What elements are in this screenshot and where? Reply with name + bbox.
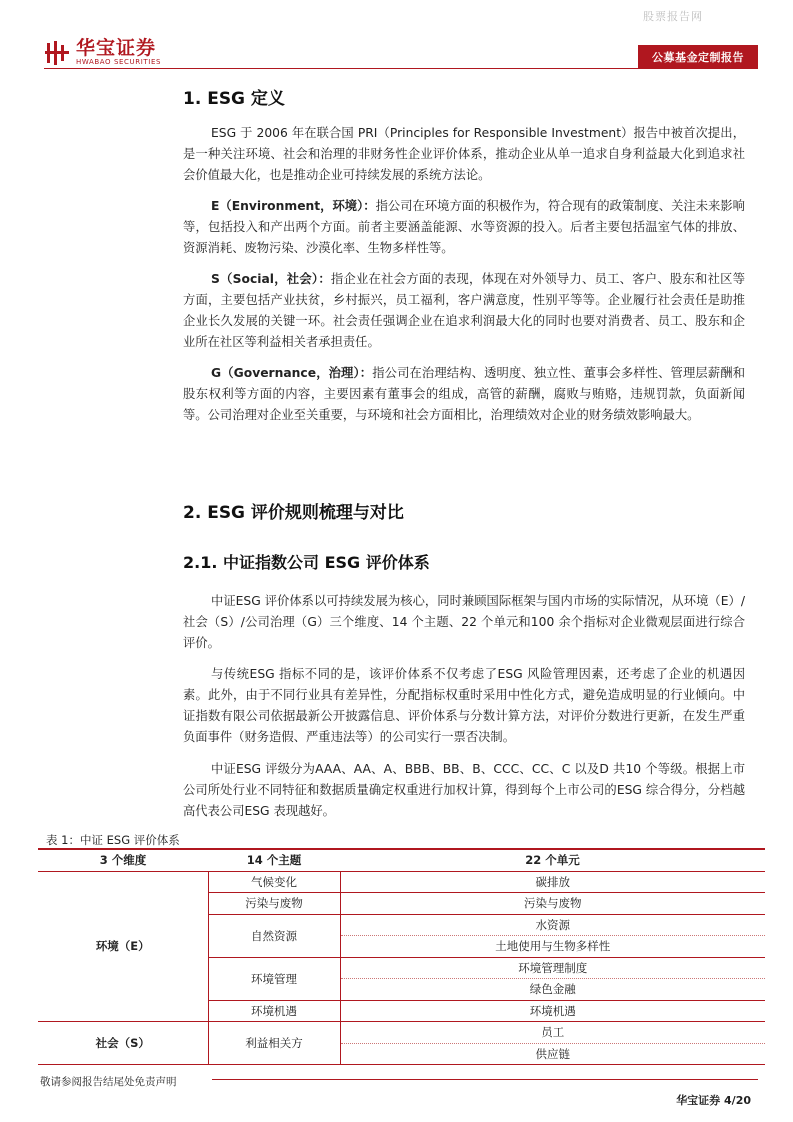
esg-definition-paragraph: ESG 于 2006 年在联合国 PRI（Principles for Responsible Investment）报告中被首次提出，是一种关注环境、社会和治理的非财务性企业评价体系，推动企业从单一追求自身利益最大化到追求社会价值最大化，也是推动企业可持续发展的系统方法论。 <box>183 126 745 182</box>
environment-paragraph <box>183 196 745 259</box>
topic-cell: 自然资源 <box>208 914 340 957</box>
unit-cell: 员工 <box>340 1022 765 1044</box>
dimension-environment: 环境（E） <box>38 871 208 1022</box>
header-divider <box>44 68 638 69</box>
section-2-1-title: 2.1. 中证指数公司 ESG 评价体系 <box>183 553 430 572</box>
social-text: 指企业在社会方面的表现，体现在对外领导力、员工、客户、股东和社区等方面，主要包括产业扶贫，乡村振兴，员工福利，客户满意度，性别平等等。企业履行社会责任是助推企业长久发展的关键一环。社会责任强调企业在追求利润最大化的同时也要对消费者、员工、股东和企业所在社区等利益相关者承担责任。 <box>183 272 745 349</box>
logo-icon <box>44 40 70 66</box>
table-header-row <box>38 849 765 871</box>
report-type-tag: 公募基金定制报告 <box>638 45 758 69</box>
table-row <box>38 1022 765 1044</box>
governance-label: G（Governance，治理）： <box>211 366 373 380</box>
table-row <box>38 871 765 893</box>
csi-esg-rating-paragraph: 中证ESG 评级分为AAA、AA、A、BBB、BB、B、CCC、CC、C 以及D 共10 个等级。根据上市公司所处行业不同特征和数据质量确定权重进行加权计算，得到每个上市公司的ESG 综合得分，分档越高代表公司ESG 表现越好。 <box>183 762 745 818</box>
section-1-title: 1. ESG 定义 <box>183 89 285 109</box>
unit-cell: 碳排放 <box>340 871 765 893</box>
company-logo <box>44 38 161 67</box>
header-topic: 14 个主题 <box>208 849 340 871</box>
unit-cell: 土地使用与生物多样性 <box>340 936 765 958</box>
environment-text: 指公司在环境方面的积极作为，符合现有的政策制度、关注未来影响等，包括投入和产出两个方面。前者主要涵盖能源、水等资源的投入。后者主要包括温室气体的排放、资源消耗、废物污染、沙漠化率、生物多样性等。 <box>183 199 745 255</box>
esg-evaluation-table <box>38 848 765 1065</box>
header-unit: 22 个单元 <box>340 849 765 871</box>
csi-esg-intro-paragraph: 中证ESG 评价体系以可持续发展为核心，同时兼顾国际框架与国内市场的实际情况，从环境（E）/社会（S）/公司治理（G）三个维度、14 个主题、22 个单元和100 余个指标对企业微观层面进行综合评价。 <box>183 594 745 650</box>
unit-cell: 污染与废物 <box>340 893 765 915</box>
unit-cell: 水资源 <box>340 914 765 936</box>
dimension-social: 社会（S） <box>38 1022 208 1065</box>
csi-esg-feature-paragraph: 与传统ESG 指标不同的是，该评价体系不仅考虑了ESG 风险管理因素，还考虑了企业的机遇因素。此外，由于不同行业具有差异性，分配指标权重时采用中性化方式，避免造成明显的行业倾向。中证指数有限公司依据最新公开披露信息、评价体系与分数计算方法，对评价分数进行更新，在发生严重负面事件（财务造假、严重违法等）的公司实行一票否决制。 <box>183 667 745 744</box>
header-dimension: 3 个维度 <box>38 849 208 871</box>
social-paragraph <box>183 269 745 353</box>
environment-label: E（Environment，环境）： <box>211 199 376 213</box>
disclaimer-note: 敬请参阅报告结尾处免责声明 <box>40 1076 177 1088</box>
topic-cell: 气候变化 <box>208 871 340 893</box>
topic-cell: 污染与废物 <box>208 893 340 915</box>
section-2-title: 2. ESG 评价规则梳理与对比 <box>183 503 404 523</box>
topic-cell: 利益相关方 <box>208 1022 340 1065</box>
logo-cn-text: 华宝证券 <box>76 37 157 59</box>
unit-cell: 绿色金融 <box>340 979 765 1001</box>
topic-cell: 环境管理 <box>208 957 340 1000</box>
unit-cell: 环境管理制度 <box>340 957 765 979</box>
governance-text: 指公司在治理结构、透明度、独立性、董事会多样性、管理层薪酬和股东权利等方面的内容，主要因素有董事会的组成，高管的薪酬，腐败与贿赂，违规罚款，负面新闻等。公司治理对企业至关重要，与环境和社会方面相比，治理绩效对企业的财务绩效影响最大。 <box>183 366 745 422</box>
governance-paragraph <box>183 363 745 426</box>
footer-divider <box>212 1079 758 1080</box>
watermark-text: 股票报告网 <box>643 10 703 23</box>
topic-cell: 环境机遇 <box>208 1000 340 1022</box>
unit-cell: 供应链 <box>340 1043 765 1065</box>
logo-en-text: HWABAO SECURITIES <box>76 58 162 66</box>
table-caption: 表 1：中证 ESG 评价体系 <box>46 833 180 847</box>
social-label: S（Social，社会）： <box>211 272 331 286</box>
page-number: 华宝证券 4/20 <box>676 1094 751 1107</box>
unit-cell: 环境机遇 <box>340 1000 765 1022</box>
